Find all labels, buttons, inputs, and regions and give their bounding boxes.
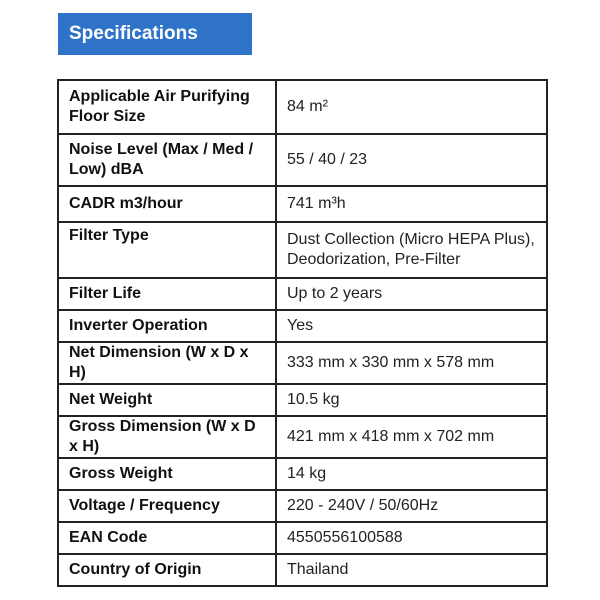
spec-value: Yes xyxy=(276,310,547,342)
spec-value: 14 kg xyxy=(276,458,547,490)
spec-label: CADR m3/hour xyxy=(58,186,276,222)
table-row xyxy=(58,310,547,342)
spec-label: Inverter Operation xyxy=(58,310,276,342)
spec-value: Up to 2 years xyxy=(276,278,547,310)
table-row xyxy=(58,342,547,384)
spec-value: Thailand xyxy=(276,554,547,586)
section-title-badge xyxy=(58,13,252,55)
spec-label: Noise Level (Max / Med / Low) dBA xyxy=(58,134,276,186)
spec-value: 741 m³h xyxy=(276,186,547,222)
spec-label: Net Weight xyxy=(58,384,276,416)
table-row xyxy=(58,490,547,522)
spec-label: Voltage / Frequency xyxy=(58,490,276,522)
spec-value: 55 / 40 / 23 xyxy=(276,134,547,186)
table-row xyxy=(58,134,547,186)
table-row xyxy=(58,278,547,310)
table-row xyxy=(58,522,547,554)
spec-label: Country of Origin xyxy=(58,554,276,586)
table-row xyxy=(58,384,547,416)
spec-value: 84 m² xyxy=(276,80,547,134)
specifications-table xyxy=(57,79,548,587)
spec-value: 333 mm x 330 mm x 578 mm xyxy=(276,342,547,384)
spec-label: Gross Dimension (W x D x H) xyxy=(58,416,276,458)
spec-value: 10.5 kg xyxy=(276,384,547,416)
spec-label: Applicable Air Purifying Floor Size xyxy=(58,80,276,134)
spec-label: Net Dimension (W x D x H) xyxy=(58,342,276,384)
spec-label: Filter Type xyxy=(58,222,276,278)
spec-value: Dust Collection (Micro HEPA Plus), Deodorization, Pre-Filter xyxy=(276,222,547,278)
spec-value: 421 mm x 418 mm x 702 mm xyxy=(276,416,547,458)
spec-label: Gross Weight xyxy=(58,458,276,490)
table-row xyxy=(58,222,547,278)
table-row xyxy=(58,416,547,458)
table-row xyxy=(58,458,547,490)
spec-value: 220 - 240V / 50/60Hz xyxy=(276,490,547,522)
spec-value: 4550556100588 xyxy=(276,522,547,554)
table-row xyxy=(58,186,547,222)
table-row xyxy=(58,80,547,134)
table-row xyxy=(58,554,547,586)
spec-label: Filter Life xyxy=(58,278,276,310)
section-title: Specifications xyxy=(69,23,198,44)
spec-label: EAN Code xyxy=(58,522,276,554)
